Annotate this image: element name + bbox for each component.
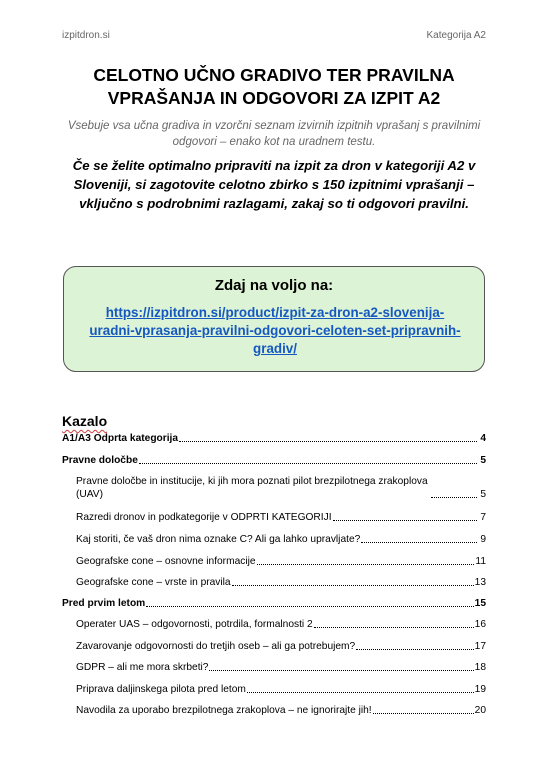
toc-leader-dots [314, 627, 474, 628]
toc-entry-page: 11 [475, 556, 486, 567]
toc-entry[interactable] [76, 533, 486, 546]
toc-entry-title: Zavarovanje odgovornosti do tretjih oseb – ali ga potrebujem? [76, 641, 356, 652]
toc-heading: Kazalo [62, 413, 108, 429]
toc-entry[interactable] [76, 704, 486, 717]
toc-entry[interactable] [62, 432, 486, 445]
header-category: Kategorija A2 [426, 30, 486, 41]
toc-leader-dots [361, 542, 477, 543]
toc-entry[interactable] [76, 683, 486, 696]
toc-entry[interactable] [76, 555, 486, 568]
toc-leader-dots [257, 564, 475, 565]
toc-entry[interactable] [76, 475, 486, 501]
toc-leader-dots [356, 649, 473, 650]
toc-entry-page: 7 [480, 512, 486, 523]
callout-label: Zdaj na voljo na: [214, 277, 334, 294]
availability-callout [63, 266, 485, 372]
toc-entry-title: Geografske cone – osnovne informacije [76, 556, 256, 567]
product-link[interactable]: https://izpitdron.si/product/izpit-za-dron-a2-slovenija-uradni-vprasanja-pravilni-odgovori-celoten-set-pripravnih-gradiv/ [89, 305, 461, 356]
toc-entry[interactable] [62, 454, 486, 467]
toc-entry[interactable] [76, 640, 486, 653]
toc-entry[interactable] [76, 661, 486, 674]
toc-entry-page: 15 [474, 598, 486, 609]
toc-leader-dots [146, 606, 473, 607]
toc-entry-page: 17 [474, 641, 486, 652]
toc-entry-page: 20 [474, 705, 486, 716]
toc-leader-dots [139, 463, 477, 464]
document-subtitle: Vsebuje vsa učna gradiva in vzorčni seznam izvirnih izpitnih vprašanj s pravilnimi odgovori – enako kot na uradnem testu. [67, 120, 481, 148]
toc-leader-dots [209, 670, 473, 671]
toc-entry-title: Pravne določbe in institucije, ki jih mora poznati pilot brezpilotnega zrakoplova (UAV) [76, 476, 431, 500]
toc-entry-title: GDPR – ali me mora skrbeti? [76, 662, 209, 673]
toc-leader-dots [373, 713, 474, 714]
toc-entry-page: 5 [480, 455, 486, 466]
toc-entry-title: Priprava daljinskega pilota pred letom [76, 684, 246, 695]
toc-entry-title: Navodila za uporabo brezpilotnega zrakoplova – ne ignorirajte jih! [76, 705, 372, 716]
toc-entry-title: Geografske cone – vrste in pravila [76, 577, 231, 588]
header-site: izpitdron.si [62, 30, 110, 41]
toc-entry[interactable] [76, 576, 486, 589]
toc-entry-title: Kaj storiti, če vaš dron nima oznake C? Ali ga lahko upravljate? [76, 534, 361, 545]
toc-entry-page: 13 [474, 577, 486, 588]
toc-entry-title: A1/A3 Odprta kategorija [62, 433, 179, 444]
toc-entry-title: Pravne določbe [62, 455, 138, 466]
toc-leader-dots [431, 497, 477, 498]
toc-entry-page: 16 [474, 619, 486, 630]
toc-entry-page: 5 [480, 489, 486, 500]
toc-entry-page: 18 [474, 662, 486, 673]
toc-leader-dots [232, 585, 474, 586]
toc-entry[interactable] [76, 511, 486, 524]
toc-leader-dots [179, 441, 477, 442]
document-intro: Če se želite optimalno pripraviti na izpit za dron v kategoriji A2 v Sloveniji, si zagotovite celotno zbirko s 150 izpitnimi vprašanji – vključno s podrobnimi razlagami, zakaj so ti odgovori pravilni. [72, 158, 476, 211]
toc-leader-dots [247, 692, 474, 693]
toc-entry[interactable] [76, 618, 486, 631]
toc-entry-title: Pred prvim letom [62, 598, 146, 609]
document-title: CELOTNO UČNO GRADIVO TER PRAVILNA VPRAŠANJA IN ODGOVORI ZA IZPIT A2 [93, 65, 455, 108]
toc-entry[interactable] [62, 597, 486, 610]
toc-entry-page: 19 [474, 684, 486, 695]
toc-entry-title: Operater UAS – odgovornosti, potrdila, formalnosti 2 [76, 619, 313, 630]
toc-entry-page: 9 [480, 534, 486, 545]
toc-entry-page: 4 [480, 433, 486, 444]
toc-entry-title: Razredi dronov in podkategorije v ODPRTI KATEGORIJI [76, 512, 332, 523]
toc-leader-dots [333, 520, 477, 521]
